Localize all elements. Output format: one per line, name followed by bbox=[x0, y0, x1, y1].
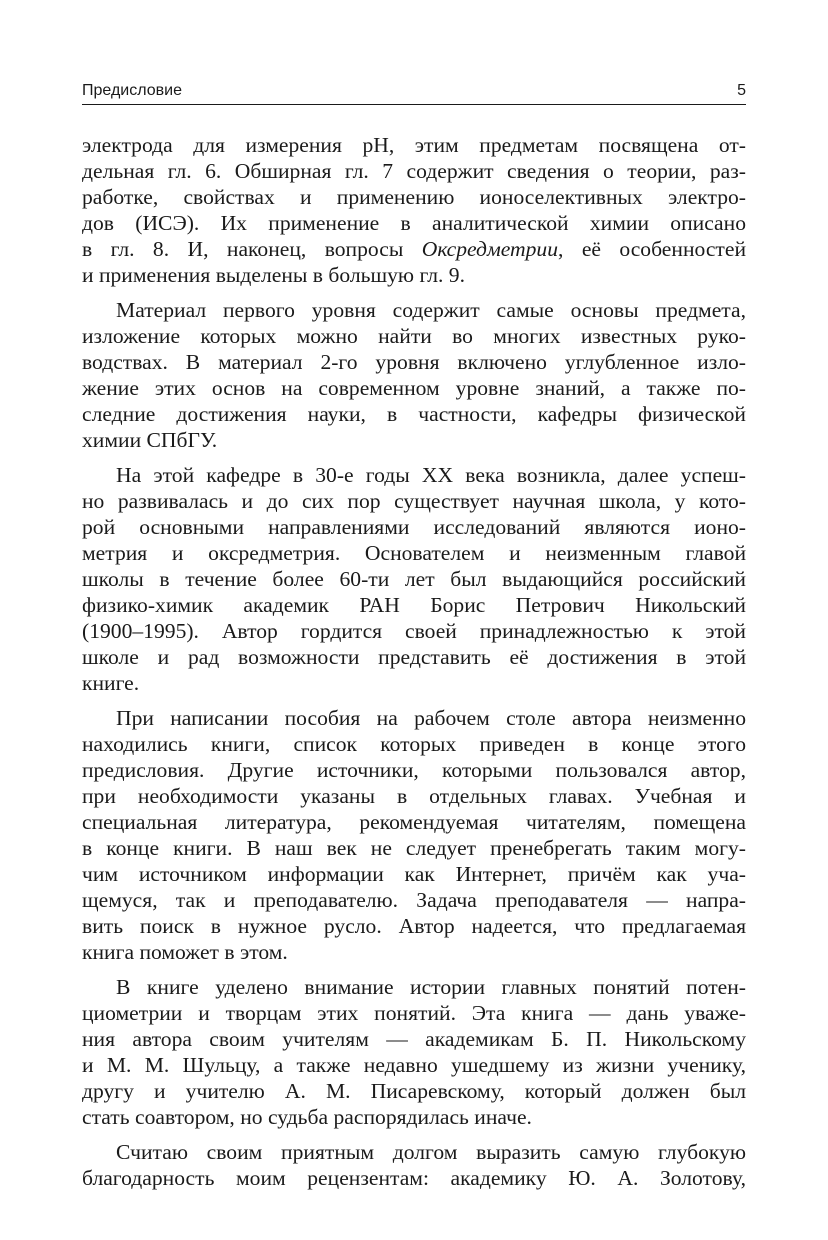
text-line: книге. bbox=[82, 671, 140, 695]
text-line: щемуся, так и преподавателю. Задача преподавателя — напра- bbox=[82, 888, 746, 912]
paragraph-gap bbox=[82, 453, 746, 462]
text-line bbox=[82, 236, 746, 262]
text-line: школе и рад возможности представить её достижения в этой bbox=[82, 645, 746, 669]
text-line: школы в течение более 60-ти лет был выдающийся российский bbox=[82, 567, 746, 591]
page-number: 5 bbox=[737, 82, 746, 99]
text-line: водствах. В материал 2-го уровня включено углубленное изло- bbox=[82, 350, 746, 374]
text-line: Считаю своим приятным долгом выразить самую глубокую bbox=[116, 1140, 746, 1164]
text-run: в гл. 8. И, наконец, вопросы bbox=[82, 237, 422, 261]
text-line: На этой кафедре в 30-е годы XX века возникла, далее успеш- bbox=[116, 463, 746, 487]
text-line: и М. М. Шульцу, а также недавно ушедшему из жизни ученику, bbox=[82, 1053, 746, 1077]
running-head bbox=[82, 80, 746, 105]
paragraph bbox=[82, 1139, 746, 1191]
paragraph-gap bbox=[82, 288, 746, 297]
paragraph bbox=[82, 132, 746, 288]
paragraph bbox=[82, 705, 746, 965]
text-line: находились книги, список которых приведен в конце этого bbox=[82, 732, 746, 756]
paragraph-gap bbox=[82, 696, 746, 705]
text-line: вить поиск в нужное русло. Автор надеется, что предлагаемая bbox=[82, 914, 746, 938]
paragraph bbox=[82, 462, 746, 696]
text-line: дельная гл. 6. Обширная гл. 7 содержит сведения о теории, раз- bbox=[82, 159, 746, 183]
paragraph bbox=[82, 974, 746, 1130]
text-line: (1900–1995). Автор гордится своей принадлежностью к этой bbox=[82, 619, 746, 643]
text-line: электрода для измерения pH, этим предметам посвящена от- bbox=[82, 133, 746, 157]
text-line: предисловия. Другие источники, которыми пользовался автор, bbox=[82, 758, 746, 782]
text-line: следние достижения науки, в частности, кафедры физической bbox=[82, 402, 746, 426]
text-line: При написании пособия на рабочем столе автора неизменно bbox=[116, 706, 746, 730]
text-line: циометрии и творцам этих понятий. Эта книга — дань уваже- bbox=[82, 1001, 746, 1025]
paragraph-gap bbox=[82, 1130, 746, 1139]
paragraph bbox=[82, 297, 746, 453]
text-line: В книге уделено внимание истории главных понятий потен- bbox=[116, 975, 746, 999]
running-head-title: Предисловие bbox=[82, 82, 182, 99]
text-line: но развивалась и до сих пор существует научная школа, у кото- bbox=[82, 489, 746, 513]
text-line: в конце книги. В наш век не следует пренебрегать таким могу- bbox=[82, 836, 746, 860]
text-line: дов (ИСЭ). Их применение в аналитической химии описано bbox=[82, 211, 746, 235]
text-line: книга поможет в этом. bbox=[82, 940, 288, 964]
text-line: при необходимости указаны в отдельных главах. Учебная и bbox=[82, 784, 746, 808]
text-line: чим источником информации как Интернет, причём как уча- bbox=[82, 862, 746, 886]
text-line: стать соавтором, но судьба распорядилась иначе. bbox=[82, 1105, 532, 1129]
text-line: специальная литература, рекомендуемая читателям, помещена bbox=[82, 810, 746, 834]
text-line: благодарность моим рецензентам: академику Ю. А. Золотову, bbox=[82, 1166, 746, 1190]
text-line: изложение которых можно найти во многих известных руко- bbox=[82, 324, 746, 348]
text-line: и применения выделены в большую гл. 9. bbox=[82, 263, 465, 287]
text-line: ния автора своим учителям — академикам Б. П. Никольскому bbox=[82, 1027, 746, 1051]
paragraph-gap bbox=[82, 965, 746, 974]
text-line: работке, свойствах и применению ионоселективных электро- bbox=[82, 185, 746, 209]
text-line: Материал первого уровня содержит самые основы предмета, bbox=[116, 298, 746, 322]
text-line: рой основными направлениями исследований являются ионо- bbox=[82, 515, 746, 539]
text-line: физико-химик академик РАН Борис Петрович Никольский bbox=[82, 593, 746, 617]
text-line: жение этих основ на современном уровне знаний, а также по- bbox=[82, 376, 746, 400]
body-text bbox=[82, 132, 746, 1191]
document-page bbox=[82, 0, 746, 1240]
text-line: метрия и оксредметрия. Основателем и неизменным главой bbox=[82, 541, 746, 565]
text-run: , её особенностей bbox=[558, 237, 746, 261]
italic-term: Оксредметрии bbox=[421, 237, 559, 261]
text-line: другу и учителю А. М. Писаревскому, который должен был bbox=[82, 1079, 746, 1103]
text-line: химии СПбГУ. bbox=[82, 428, 218, 452]
